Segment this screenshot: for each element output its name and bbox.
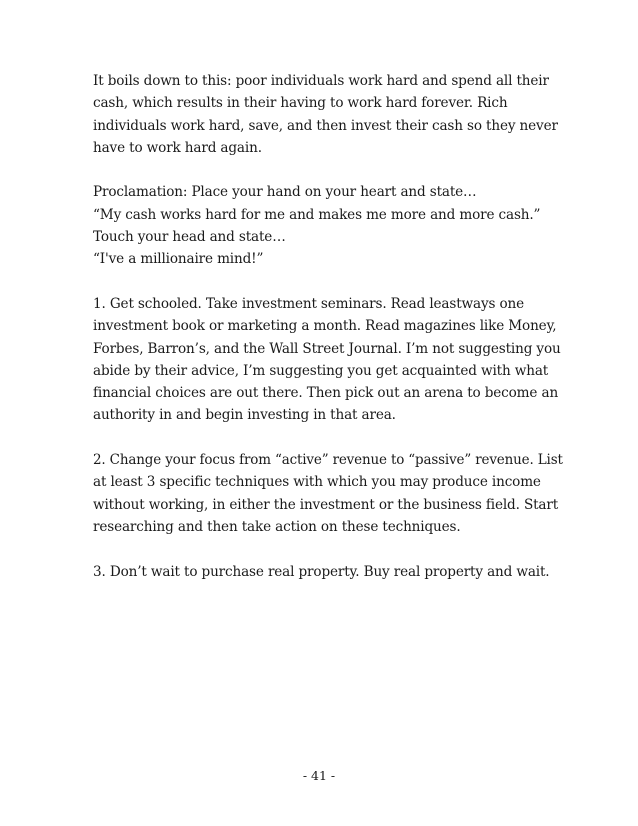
paragraph-summary xyxy=(93,70,563,159)
text-line: investment book or marketing a month. Read magazines like Money, xyxy=(93,318,557,335)
text-line: abide by their advice, I’m suggesting you get acquainted with what xyxy=(93,362,549,379)
text-line: individuals work hard, save, and then invest their cash so they never xyxy=(93,117,558,134)
paragraph-spacer xyxy=(93,427,563,449)
text-line: authority in and begin investing in that area. xyxy=(93,407,396,424)
text-line: “I've a millionaire mind!” xyxy=(93,251,264,268)
text-line: at least 3 specific techniques with which you may produce income xyxy=(93,474,541,491)
text-line: “My cash works hard for me and makes me more and more cash.” xyxy=(93,206,541,223)
text-line: Forbes, Barron’s, and the Wall Street Journal. I’m not suggesting you xyxy=(93,340,561,357)
paragraph-step-3 xyxy=(93,561,563,583)
paragraph-spacer xyxy=(93,271,563,293)
paragraph-step-1 xyxy=(93,293,563,427)
text-line: financial choices are out there. Then pick out an arena to become an xyxy=(93,385,559,402)
text-line: researching and then take action on these techniques. xyxy=(93,518,461,535)
text-line: 2. Change your focus from “active” revenue to “passive” revenue. List xyxy=(93,452,563,469)
text-line: 3. Don’t wait to purchase real property. Buy real property and wait. xyxy=(93,563,550,580)
text-line: cash, which results in their having to work hard forever. Rich xyxy=(93,95,508,112)
text-line: without working, in either the investment or the business field. Start xyxy=(93,496,559,513)
document-body xyxy=(93,70,563,583)
page-number: - 41 - xyxy=(302,768,336,783)
text-line: have to work hard again. xyxy=(93,139,262,156)
text-line: 1. Get schooled. Take investment seminars. Read leastways one xyxy=(93,295,525,312)
paragraph-step-2 xyxy=(93,449,563,538)
text-line: Proclamation: Place your hand on your heart and state… xyxy=(93,184,477,201)
text-line: Touch your head and state… xyxy=(93,229,286,246)
paragraph-spacer xyxy=(93,159,563,181)
text-line: It boils down to this: poor individuals work hard and spend all their xyxy=(93,73,549,89)
paragraph-proclamation xyxy=(93,181,563,270)
paragraph-spacer xyxy=(93,538,563,560)
